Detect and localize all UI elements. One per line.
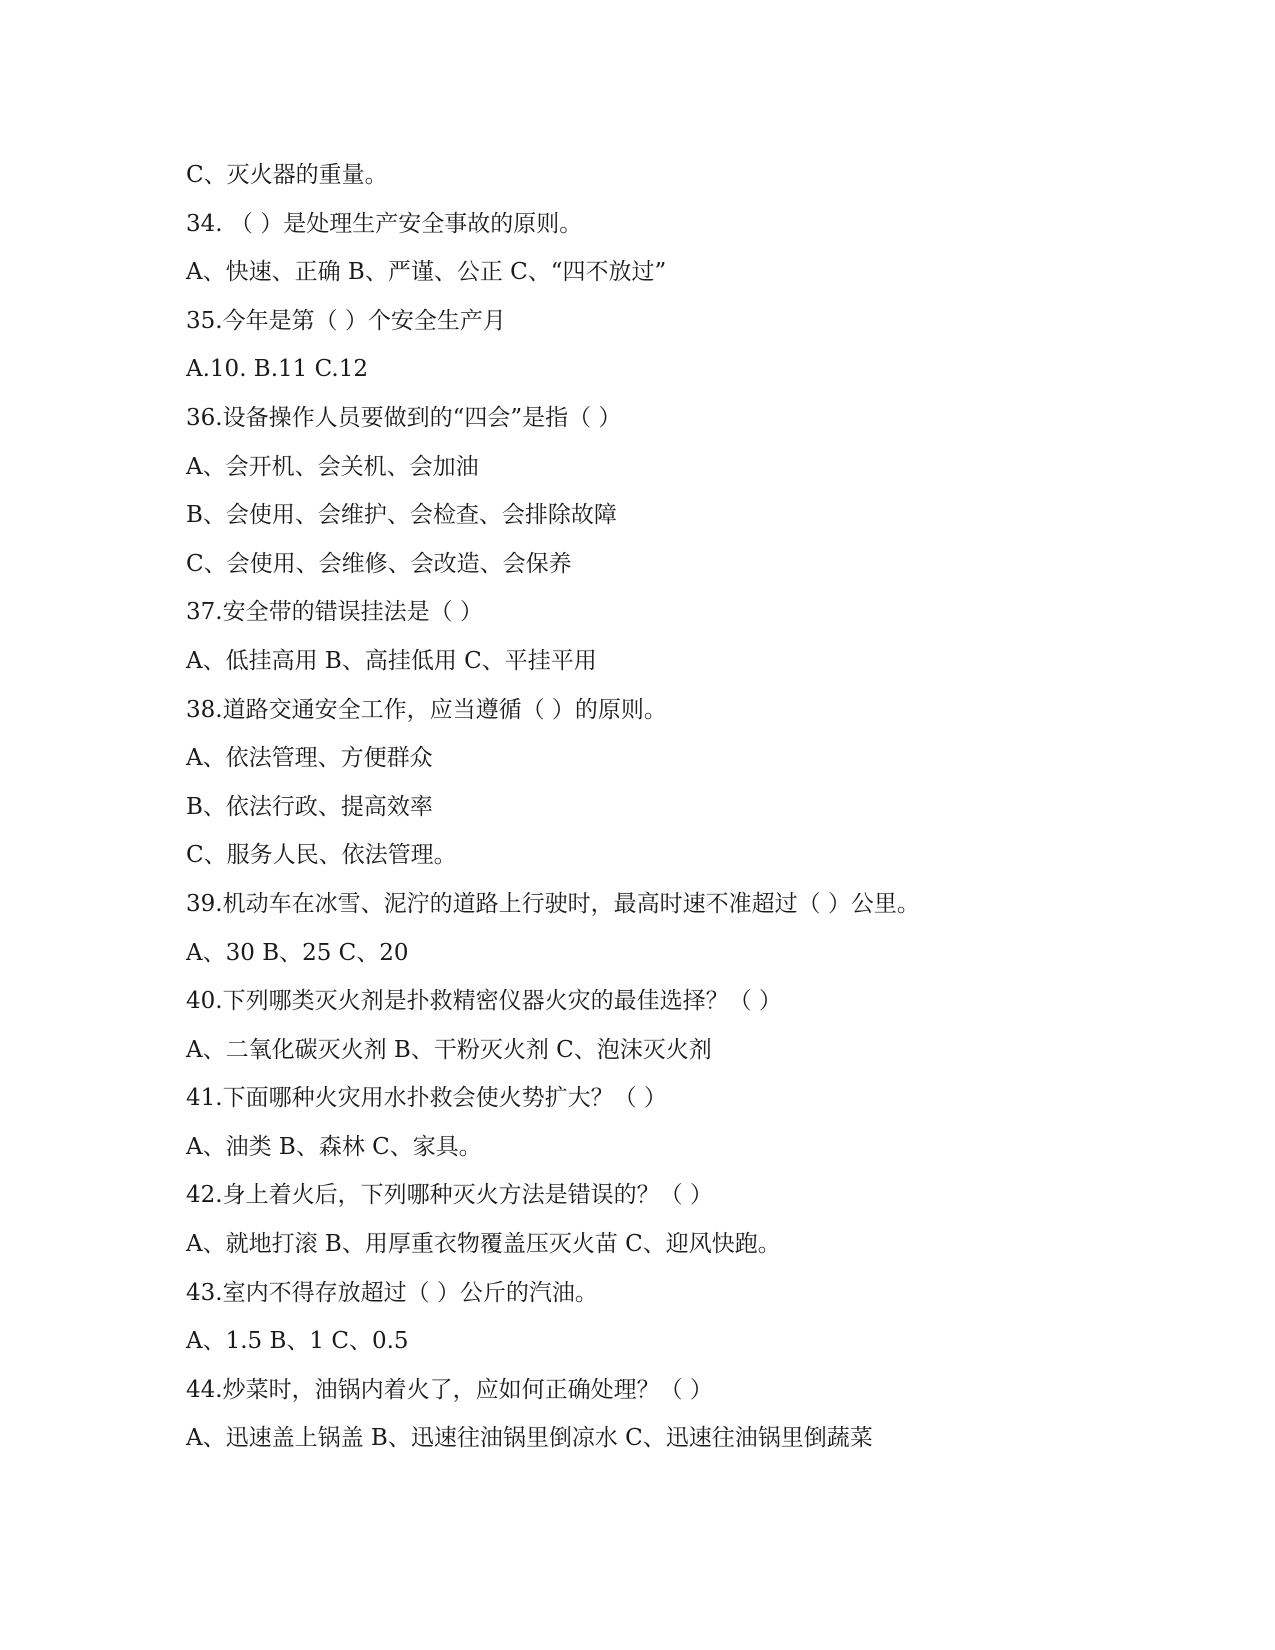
options-42: A、就地打滚 B、用厚重衣物覆盖压灭火苗 C、迎风快跑。 (186, 1231, 781, 1258)
question-43: 43.室内不得存放超过（ ）公斤的汽油。 (186, 1279, 598, 1306)
options-34: A、快速、正确 B、严谨、公正 C、“四不放过” (186, 259, 667, 286)
question-39: 39.机动车在冰雪、泥泞的道路上行驶时，最高时速不准超过（ ）公里。 (186, 890, 920, 917)
question-42: 42.身上着火后，下列哪种灭火方法是错误的？（ ） (186, 1182, 713, 1209)
option-36-a: A、会开机、会关机、会加油 (186, 453, 479, 480)
text-line-option-c-extinguisher-weight: C、灭火器的重量。 (186, 162, 388, 188)
options-35: A.10. B.11 C.12 (186, 356, 368, 383)
option-38-b: B、依法行政、提高效率 (186, 793, 433, 820)
question-44: 44.炒菜时，油锅内着火了，应如何正确处理？（ ） (186, 1376, 713, 1403)
question-37: 37.安全带的错误挂法是（ ） (186, 599, 483, 626)
question-35: 35.今年是第（ ）个安全生产月 (186, 307, 506, 334)
document-body (186, 151, 1186, 1463)
option-38-c: C、服务人民、依法管理。 (186, 842, 457, 869)
options-40: A、二氧化碳灭火剂 B、干粉灭火剂 C、泡沫灭火剂 (186, 1036, 712, 1063)
options-41: A、油类 B、森林 C、家具。 (186, 1133, 482, 1160)
question-34: 34. （ ）是处理生产安全事故的原则。 (186, 210, 583, 237)
options-37: A、低挂高用 B、高挂低用 C、平挂平用 (186, 647, 597, 674)
question-36: 36.设备操作人员要做到的“四会”是指（ ） (186, 404, 622, 431)
option-38-a: A、依法管理、方便群众 (186, 745, 433, 772)
option-36-b: B、会使用、会维护、会检查、会排除故障 (186, 502, 617, 529)
options-43: A、1.5 B、1 C、0.5 (186, 1328, 409, 1355)
question-40: 40.下列哪类灭火剂是扑救精密仪器火灾的最佳选择？（ ） (186, 988, 782, 1015)
question-41: 41.下面哪种火灾用水扑救会使火势扩大？（ ） (186, 1085, 667, 1112)
question-38: 38.道路交通安全工作，应当遵循（ ）的原则。 (186, 696, 667, 723)
option-36-c: C、会使用、会维修、会改造、会保养 (186, 550, 572, 577)
options-44: A、迅速盖上锅盖 B、迅速往油锅里倒凉水 C、迅速往油锅里倒蔬菜 (186, 1425, 873, 1452)
options-39: A、30 B、25 C、20 (186, 939, 409, 966)
